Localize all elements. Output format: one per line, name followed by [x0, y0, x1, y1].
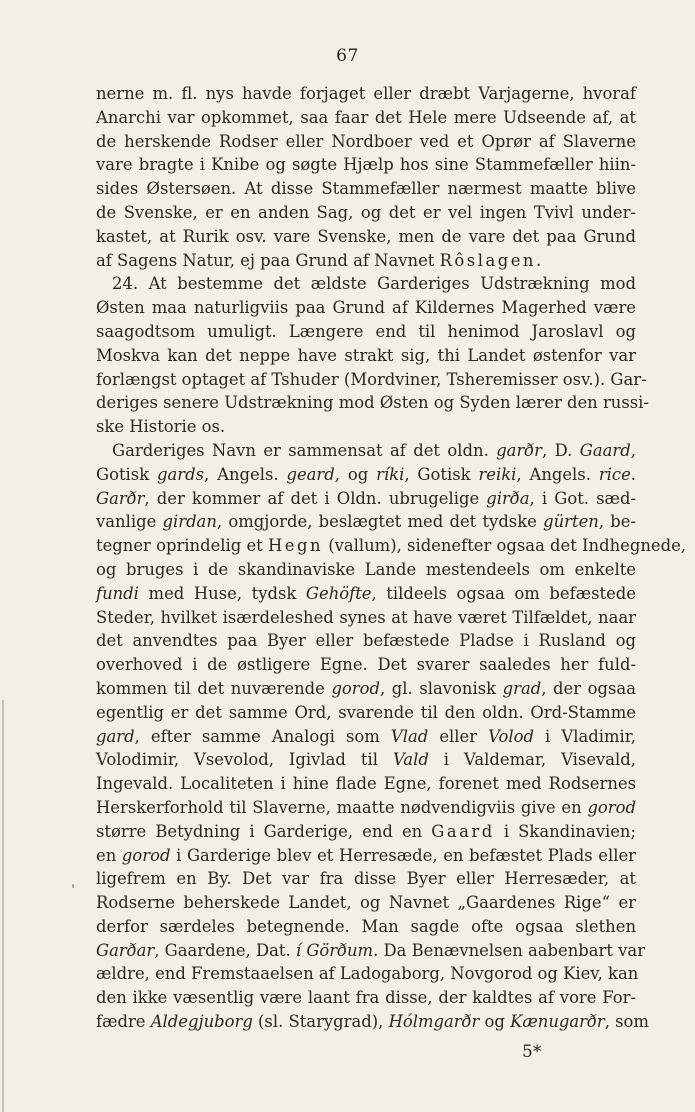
text-run: den ikke væsentlig være laant fra disse, der kaldtes af vore For-: [96, 988, 636, 1008]
text-line: [96, 986, 636, 1010]
italic-term: girða: [486, 488, 530, 508]
page-number: 67: [336, 46, 359, 66]
italic-term: fundi: [96, 583, 139, 603]
text-line: [96, 844, 636, 868]
text-line: [96, 796, 636, 820]
italic-term: gard: [96, 726, 135, 746]
text-run: en: [96, 845, 122, 865]
text-run: eller: [428, 726, 489, 746]
text-line: [96, 725, 636, 749]
text-run: nerne m. fl. nys havde forjaget eller dræbt Varjagerne, hvoraf: [96, 84, 636, 103]
text-run: ske Historie os.: [96, 417, 226, 437]
text-run: ligefrem en By. Det var fra disse Byer eller Herresæder, at: [96, 869, 636, 889]
text-run: , be-: [598, 512, 636, 532]
text-run: . Da Benævnelsen aabenbart var: [373, 940, 646, 960]
text-run: vanlige: [96, 512, 163, 532]
text-run: , Angels.: [204, 464, 287, 484]
text-line: [96, 629, 636, 653]
text-line: [96, 962, 639, 986]
text-run: , Gotisk: [404, 464, 479, 484]
text-run: .: [535, 250, 542, 270]
italic-term: Garðar: [96, 940, 155, 960]
text-line: [96, 701, 636, 725]
text-line: [96, 368, 647, 392]
italic-term: í Görðum: [295, 940, 374, 960]
text-line: [96, 772, 636, 796]
page-edge-shadow: [2, 700, 4, 1112]
italic-term: grad: [502, 678, 542, 698]
text-run: de Svenske, er en anden Sag, og det er vel ingen Tvivl under-: [96, 202, 636, 222]
text-line: [96, 344, 636, 368]
text-run: Ingevald. Localiteten i hine flade Egne, forenet med Rodsernes: [96, 774, 636, 794]
text-run: overhoved i de østligere Egne. Det svarer saaledes her fuld-: [96, 655, 636, 675]
text-line: [96, 272, 636, 296]
text-run: fædre: [96, 1012, 151, 1032]
text-run: , i Got. sæd-: [529, 488, 636, 508]
text-line: [96, 820, 636, 844]
text-run: Anarchi var opkommet, saa faar det Hele mere Udseende af, at: [96, 107, 636, 127]
italic-term: Vald: [392, 750, 429, 770]
text-run: , D.: [542, 440, 580, 460]
text-run: vare bragte i Knibe og søgte Hjælp hos sine Stammefæller hiin-: [96, 155, 636, 175]
text-run: det anvendtes paa Byer eller befæstede Pladse i Rusland og: [96, 631, 636, 651]
text-run: 24. At bestemme det ældste Garderiges Udstrækning mod: [112, 274, 636, 294]
text-line: [96, 463, 636, 487]
signature-mark: 5*: [522, 1042, 542, 1062]
text-run: i Garderige blev et Herresæde, en befæstet Plads eller: [170, 845, 636, 865]
text-line: [96, 391, 649, 415]
text-line: [96, 320, 636, 344]
text-run: kommen til det nuværende: [96, 678, 332, 698]
text-line: [96, 249, 636, 273]
spaced-term: Rôslagen: [439, 250, 536, 270]
text-run: Garderiges Navn er sammensat af det oldn.: [112, 440, 497, 460]
text-run: Gotisk: [96, 464, 158, 484]
text-run: derfor særdeles betegnende. Man sagde ofte ogsaa slethen: [96, 916, 636, 936]
text-line: [96, 510, 636, 534]
text-run: saagodtsom umuligt. Længere end til henimod Jaroslavl og: [96, 321, 636, 341]
text-line: [96, 225, 636, 249]
italic-term: Volod: [488, 726, 534, 746]
text-run: Østen maa naturligviis paa Grund af Kildernes Magerhed være: [96, 298, 636, 318]
text-run: , Angels.: [516, 464, 599, 484]
text-line: [96, 153, 636, 177]
text-line: [96, 201, 636, 225]
spaced-term: Hegn: [267, 536, 323, 556]
italic-term: gards: [157, 464, 205, 484]
text-run: kastet, at Rurik osv. vare Svenske, men de vare det paa Grund: [96, 226, 636, 246]
italic-term: girdan: [162, 512, 217, 532]
text-line: [96, 606, 636, 630]
italic-term: Gehöfte: [305, 583, 372, 603]
text-line: [96, 558, 636, 582]
text-run: Moskva kan det neppe have strakt sig, thi Landet østenfor var: [96, 345, 636, 365]
text-run: sides Østersøen. At disse Stammefæller nærmest maatte blive: [96, 179, 636, 199]
text-run: , efter samme Analogi som: [134, 726, 391, 746]
text-line: [96, 534, 686, 558]
text-run: Rodserne beherskede Landet, og Navnet „Gaardenes Rige“ er: [96, 893, 636, 913]
paper-speck: [72, 884, 74, 888]
text-run: , og: [334, 464, 377, 484]
text-run: ,: [630, 440, 636, 460]
text-run: , der ogsaa: [541, 678, 636, 698]
text-line: [96, 487, 636, 511]
italic-term: Vlad: [390, 726, 429, 746]
italic-term: Hólmgarðr: [388, 1012, 480, 1032]
italic-term: Kænugarðr: [510, 1012, 605, 1032]
text-run: .: [630, 464, 636, 484]
text-line: [96, 582, 636, 606]
text-line: [96, 296, 636, 320]
text-run: af Sagens Natur, ej paa Grund af Navnet: [96, 250, 440, 270]
text-run: og bruges i de skandinaviske Lande mestendeels om enkelte: [96, 559, 636, 579]
text-line: [96, 653, 636, 677]
text-run: egentlig er det samme Ord, svarende til den oldn. Ord-Stamme: [96, 702, 636, 722]
text-run: med Huse, tydsk: [138, 583, 306, 603]
text-line: [96, 82, 636, 106]
italic-term: Garðr: [96, 488, 145, 508]
text-run: , tildeels ogsaa om befæstede: [371, 583, 636, 603]
text-line: [96, 891, 636, 915]
text-run: i Vladimir,: [533, 726, 636, 746]
text-line: [96, 915, 636, 939]
text-line: [96, 415, 636, 439]
text-run: større Betydning i Garderige, end en: [96, 821, 432, 841]
italic-term: ríki: [376, 464, 405, 484]
italic-term: geard: [286, 464, 335, 484]
text-run: ældre, end Fremstaaelsen af Ladogaborg, Novgorod og Kiev, kan: [96, 964, 639, 984]
text-run: , Gaardene, Dat.: [154, 940, 296, 960]
text-run: Herskerforhold til Slaverne, maatte nødvendigviis give en: [96, 797, 588, 817]
text-run: de herskende Rodser eller Nordboer ved et Oprør af Slaverne: [96, 131, 636, 151]
text-line: [96, 439, 636, 463]
text-run: , som: [604, 1012, 649, 1032]
text-run: Steder, hvilket isærdeleshed synes at have været Tilfældet, naar: [96, 607, 636, 627]
text-run: deriges senere Udstrækning mod Østen og Syden lærer den russi-: [96, 393, 649, 413]
text-run: i Skandinavien;: [494, 821, 637, 841]
text-line: [96, 106, 636, 130]
text-run: forlængst optaget af Tshuder (Mordviner, Tsheremisser osv.). Gar-: [96, 369, 647, 389]
italic-term: gorod: [331, 678, 380, 698]
text-line: [96, 1010, 649, 1034]
text-run: Volodimir, Vsevolod, Igivlad til: [96, 750, 393, 770]
text-line: [96, 177, 636, 201]
text-run: tegner oprindelig et: [96, 536, 268, 556]
text-line: [96, 939, 646, 963]
body-text: [96, 82, 686, 1034]
italic-term: gorod: [587, 797, 636, 817]
italic-term: Gaard: [579, 440, 631, 460]
text-line: [96, 677, 636, 701]
text-line: [96, 748, 636, 772]
text-run: , der kommer af det i Oldn. ubrugelige: [144, 488, 487, 508]
spaced-term: Gaard: [431, 821, 495, 841]
text-line: [96, 867, 636, 891]
text-run: i Valdemar, Visevald,: [428, 750, 636, 770]
italic-term: rice: [598, 464, 631, 484]
italic-term: reiki: [478, 464, 517, 484]
italic-term: garðr: [496, 440, 542, 460]
text-run: og: [479, 1012, 511, 1032]
text-run: (sl. Starygrad),: [252, 1012, 389, 1032]
text-line: [96, 130, 636, 154]
italic-term: gürten: [543, 512, 599, 532]
text-run: , gl. slavonisk: [380, 678, 503, 698]
text-run: , omgjorde, beslægtet med det tydske: [216, 512, 544, 532]
text-run: (vallum), sidenefter ogsaa det Indhegnede,: [323, 536, 686, 556]
italic-term: Aldegjuborg: [150, 1012, 253, 1032]
italic-term: gorod: [121, 845, 171, 865]
